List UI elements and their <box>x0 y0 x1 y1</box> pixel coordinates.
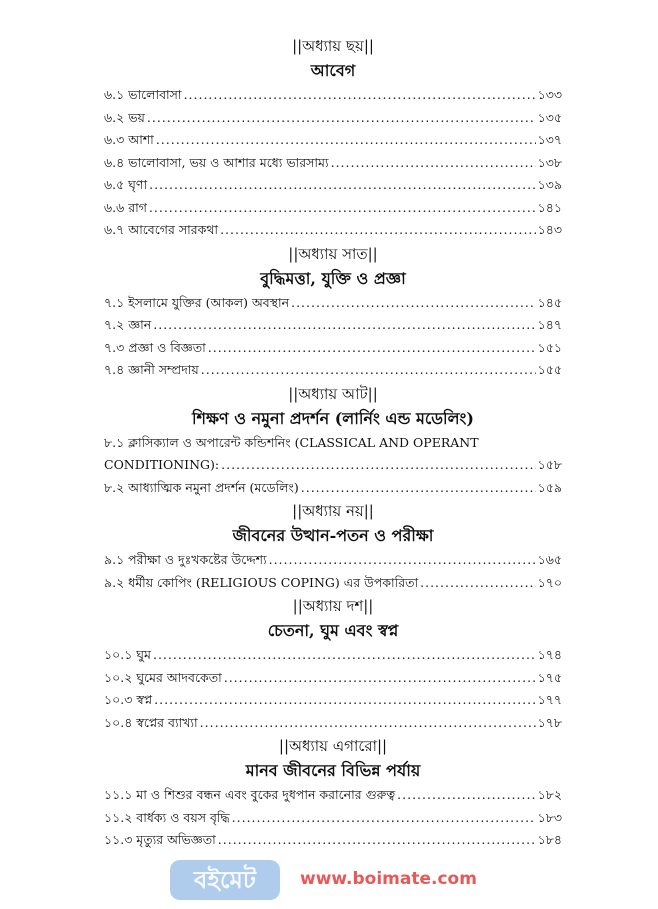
dot-leader <box>200 712 536 735</box>
chapter-title: মানব জীবনের বিভিন্ন পর্যায় <box>245 761 421 780</box>
entry-label: ৬.৪ ভালোবাসা, ভয় ও আশার মধ্যে ভারসাম্য <box>104 154 329 170</box>
entry-page-number: ১৪১ <box>537 199 562 215</box>
toc-entry-line[interactable] <box>104 432 562 455</box>
dot-leader <box>153 314 535 337</box>
chapter-title: আবেগ <box>310 61 356 80</box>
dot-leader <box>149 197 536 220</box>
chapter-section <box>104 499 562 594</box>
entry-label: ৮.১ ক্লাসিক্যাল ও অপারেন্ট কন্ডিশনিং (CLASSICAL AND OPERANT <box>104 434 479 450</box>
chapter-heading: ||অধ্যায় দশ|| <box>292 597 374 615</box>
entry-page-number: ১৪৫ <box>537 294 562 310</box>
chapter-heading: ||অধ্যায় নয়|| <box>292 502 374 520</box>
table-of-contents <box>104 34 562 852</box>
chapter-heading: ||অধ্যায় সাত|| <box>288 244 378 263</box>
chapter-title: চেতনা, ঘুম এবং স্বপ্ন <box>267 621 399 640</box>
chapter-heading: ||অধ্যায় এগারো|| <box>278 737 388 755</box>
dot-leader <box>220 219 536 242</box>
dot-leader <box>301 477 536 500</box>
toc-entry[interactable] <box>104 829 562 852</box>
entry-label: ৭.৪ জ্ঞানী সম্প্রদায় <box>104 362 199 377</box>
entry-page-number: ১৫৫ <box>537 362 562 377</box>
entry-label: ৮.২ আধ্যাত্মিক নমুনা প্রদর্শন (মডেলিং) <box>104 479 299 495</box>
entry-label: ১১.১ মা ও শিশুর বন্ধন এবং বুকের দুধপান করানোর গুরুত্ব <box>104 787 396 802</box>
entry-page-number: ১৩৫ <box>537 109 562 125</box>
entry-page-number: ১৫৮ <box>537 457 562 472</box>
entry-page-number: ১৭৮ <box>537 714 562 730</box>
dot-leader <box>184 84 536 107</box>
toc-entry[interactable] <box>104 477 562 500</box>
entry-label: ১০.২ ঘুমের আদবকেতা <box>104 669 222 685</box>
dot-leader <box>420 572 535 595</box>
dot-leader <box>153 644 536 667</box>
dot-leader <box>291 292 536 315</box>
dot-leader <box>201 359 536 382</box>
dot-leader <box>397 784 535 807</box>
entry-page-number: ১৬৫ <box>537 552 562 567</box>
toc-entry[interactable] <box>104 292 562 315</box>
entry-label: ৬.৬ রাগ <box>104 199 147 215</box>
chapter-heading: ||অধ্যায় ছয়|| <box>292 37 374 55</box>
entry-label: ১০.৪ স্বপ্নের ব্যাখ্যা <box>104 714 198 730</box>
entry-page-number: ১৭০ <box>537 574 562 590</box>
entry-label-continued: CONDITIONING): <box>104 457 220 472</box>
entry-page-number: ১৩৯ <box>537 177 562 192</box>
entry-label: ১১.৩ মৃত্যুর অভিজ্ঞতা <box>104 832 216 847</box>
toc-entry[interactable] <box>104 549 562 572</box>
dot-leader <box>154 689 535 712</box>
chapter-title: জীবনের উত্থান-পতন ও পরীক্ষা <box>232 526 434 545</box>
entry-page-number: ১৭৭ <box>537 692 562 707</box>
entry-page-number: ১৪৭ <box>537 317 562 332</box>
dot-leader <box>149 174 536 197</box>
toc-entry[interactable] <box>104 152 562 175</box>
chapter-heading: ||অধ্যায় আট|| <box>288 384 378 403</box>
boimate-logo: বইমেট <box>170 860 280 900</box>
toc-entry[interactable] <box>104 197 562 220</box>
dot-leader <box>221 454 536 477</box>
chapter-section <box>104 382 562 500</box>
dot-leader <box>224 667 536 690</box>
toc-entry[interactable] <box>104 174 562 197</box>
chapter-title: বুদ্ধিমত্তা, যুক্তি ও প্রজ্ঞা <box>260 268 406 288</box>
chapter-section <box>104 34 562 242</box>
entry-label: ৬.২ ভয় <box>104 109 145 125</box>
dot-leader <box>147 107 536 130</box>
entry-page-number: ১৮৪ <box>537 832 562 847</box>
entry-label: ৭.২ জ্ঞান <box>104 317 152 332</box>
chapter-section <box>104 594 562 734</box>
toc-entry[interactable] <box>104 572 562 595</box>
toc-entry[interactable] <box>104 667 562 690</box>
chapter-section <box>104 242 562 382</box>
entry-page-number: ১৭৪ <box>537 647 562 662</box>
dot-leader <box>156 129 536 152</box>
dot-leader <box>331 152 536 175</box>
toc-entry[interactable] <box>104 359 562 382</box>
entry-label: ১০.১ ঘুম <box>104 647 151 662</box>
entry-label: ৬.৫ ঘৃণা <box>104 177 148 192</box>
entry-page-number: ১৮২ <box>537 787 562 802</box>
entry-label: ৭.১ ইসলামে যুক্তির (আকল) অবস্থান <box>104 294 290 310</box>
toc-entry[interactable] <box>104 107 562 130</box>
dot-leader <box>232 807 536 830</box>
chapter-section <box>104 734 562 852</box>
entry-label: ১০.৩ স্বপ্ন <box>104 692 153 707</box>
toc-entry[interactable] <box>104 712 562 735</box>
entry-page-number: ১৩৩ <box>537 87 562 102</box>
toc-entry[interactable] <box>104 84 562 107</box>
entry-page-number: ১৩৮ <box>537 154 562 170</box>
chapter-title: শিক্ষণ ও নমুনা প্রদর্শন (লার্নিং এন্ড মডেলিং) <box>191 408 474 428</box>
entry-label: ৭.৩ প্রজ্ঞা ও বিজ্ঞতা <box>104 339 206 355</box>
dot-leader <box>208 337 536 360</box>
entry-label: ৬.৩ আশা <box>104 132 154 147</box>
entry-page-number: ১৭৫ <box>537 669 562 685</box>
toc-entry[interactable] <box>104 644 562 667</box>
entry-label: ৯.২ ধর্মীয় কোপিং (RELIGIOUS COPING) এর উপকারিতা <box>104 574 419 590</box>
entry-label: ৬.৭ আবেগের সারকথা <box>104 222 219 237</box>
entry-label: ৯.১ পরীক্ষা ও দুঃখকষ্টের উদ্দেশ্য <box>104 552 267 567</box>
entry-label: ৬.১ ভালোবাসা <box>104 87 182 102</box>
dot-leader <box>269 549 536 572</box>
toc-entry[interactable] <box>104 784 562 807</box>
entry-page-number: ১৫৯ <box>537 479 562 495</box>
toc-entry[interactable] <box>104 314 562 337</box>
toc-entry[interactable] <box>104 337 562 360</box>
entry-page-number: ১৫১ <box>537 339 562 355</box>
toc-entry[interactable] <box>104 129 562 152</box>
entry-label: ১১.২ বার্ধক্য ও বয়স বৃদ্ধি <box>104 809 230 825</box>
toc-entry[interactable] <box>104 807 562 830</box>
entry-page-number: ১৮৩ <box>537 809 562 825</box>
watermark-url: www.boimate.com <box>300 869 477 889</box>
dot-leader <box>218 829 536 852</box>
entry-page-number: ১৩৭ <box>537 132 562 147</box>
toc-entry[interactable] <box>104 689 562 712</box>
entry-page-number: ১৪৩ <box>537 222 562 237</box>
toc-entry[interactable] <box>104 454 562 477</box>
toc-entry[interactable] <box>104 219 562 242</box>
